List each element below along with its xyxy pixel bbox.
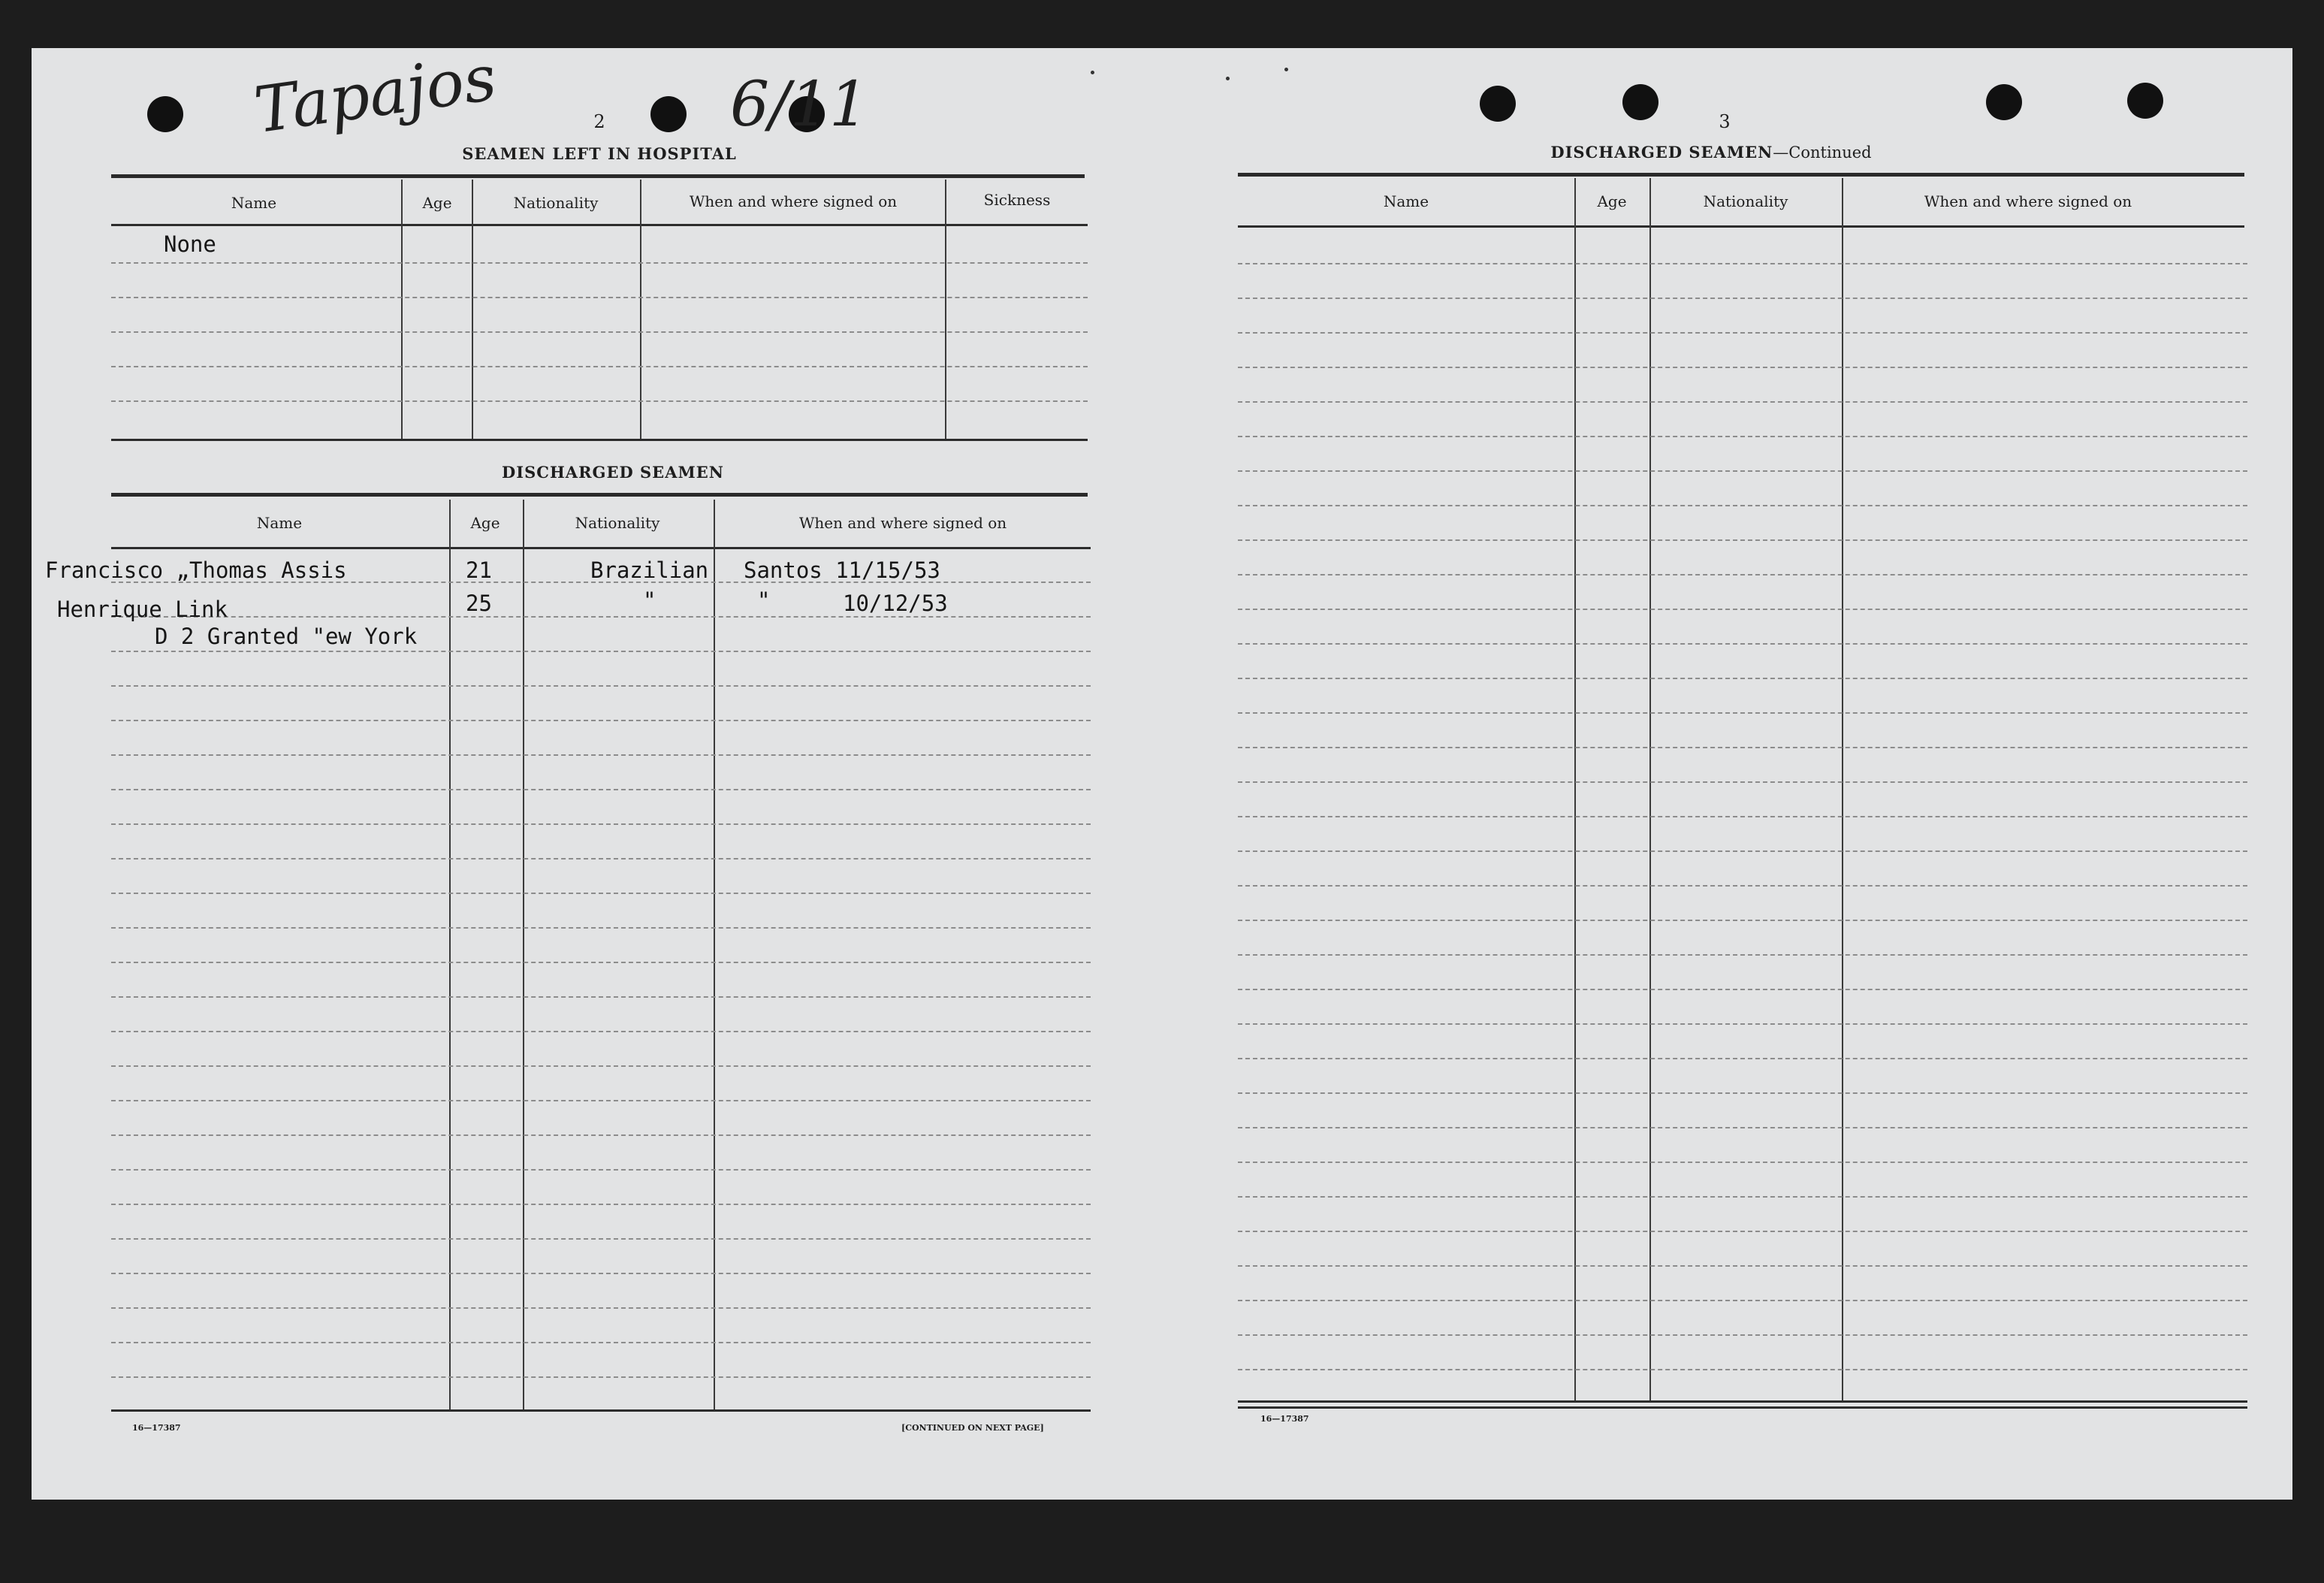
row-line — [111, 685, 1091, 687]
row-line — [1238, 436, 2247, 437]
vessel-name-handwritten: Tapajos — [249, 40, 501, 148]
row-line — [111, 1065, 1091, 1067]
column-header-age: Age — [470, 514, 500, 532]
punch-hole — [1480, 86, 1516, 122]
seaman-nationality-ditto: " — [643, 588, 656, 613]
seaman-age: 21 — [466, 557, 492, 583]
row-line — [1238, 1369, 2247, 1370]
hospital-entry-name: None — [164, 231, 216, 257]
column-header-name: Name — [1383, 192, 1429, 210]
row-line — [111, 996, 1091, 998]
date-handwritten: 6/11 — [730, 69, 869, 140]
row-line — [1238, 1265, 2247, 1267]
row-line — [1238, 747, 2247, 748]
row-line — [111, 962, 1091, 963]
header-bottom-rule — [111, 547, 1091, 549]
seaman-signed-on: Santos 11/15/53 — [744, 557, 940, 583]
row-line — [1238, 505, 2247, 506]
seaman-name: Francisco „Thomas Assis — [45, 557, 347, 583]
row-line — [1238, 954, 2247, 956]
punch-hole — [2127, 83, 2163, 119]
row-line — [111, 651, 1091, 652]
row-line — [1238, 850, 2247, 852]
seaman-signed-on-ditto: " — [757, 588, 771, 613]
row-line — [111, 1273, 1091, 1274]
form-number: 16—17387 — [1260, 1414, 1309, 1424]
row-line — [1238, 470, 2247, 472]
table-top-rule — [111, 493, 1088, 497]
row-line — [1238, 609, 2247, 610]
row-line — [111, 616, 1091, 618]
row-line — [111, 366, 1088, 367]
seaman-name: Henrique Link — [57, 597, 228, 622]
row-line — [1238, 1196, 2247, 1198]
punch-hole — [650, 96, 687, 132]
column-header-name: Name — [256, 514, 303, 532]
row-line — [1238, 1300, 2247, 1301]
row-line — [1238, 263, 2247, 264]
row-line — [111, 1238, 1091, 1240]
column-header-signed-on: When and where signed on — [689, 192, 898, 210]
speck — [1091, 71, 1094, 74]
row-line — [111, 1100, 1091, 1101]
row-line — [111, 927, 1091, 929]
row-line — [1238, 885, 2247, 887]
row-line — [1238, 1127, 2247, 1128]
form-number: 16—17387 — [132, 1423, 181, 1433]
row-line — [111, 858, 1091, 859]
column-header-name: Name — [231, 194, 277, 212]
column-divider — [1649, 178, 1651, 1400]
header-bottom-rule — [1238, 225, 2244, 228]
row-line — [111, 720, 1091, 721]
row-line — [111, 262, 1088, 264]
table-bottom-rule — [111, 1409, 1091, 1412]
row-line — [1238, 574, 2247, 575]
row-line — [1238, 1162, 2247, 1163]
row-line — [111, 1376, 1091, 1378]
table-top-rule — [1238, 173, 2244, 177]
table-top-rule — [111, 174, 1085, 178]
row-line — [1238, 298, 2247, 299]
seaman-nationality: Brazilian — [590, 557, 709, 583]
column-header-nationality: Nationality — [1703, 192, 1788, 210]
continued-note: [CONTINUED ON NEXT PAGE] — [901, 1423, 1044, 1433]
seaman-signed-on-date: 10/12/53 — [843, 591, 948, 616]
title-main: DISCHARGED SEAMEN — [1550, 143, 1773, 162]
table-bottom-rule — [111, 439, 1088, 441]
section-title-hospital: SEAMEN LEFT IN HOSPITAL — [462, 144, 737, 163]
row-line — [111, 297, 1088, 298]
row-line — [1238, 989, 2247, 990]
column-header-age: Age — [1597, 192, 1627, 210]
row-line — [111, 893, 1091, 894]
discharge-note: D 2 Granted "ew York — [155, 624, 418, 649]
row-line — [1238, 781, 2247, 783]
column-header-signed-on: When and where signed on — [798, 514, 1007, 532]
column-header-nationality: Nationality — [513, 194, 599, 212]
manifest-sheet — [32, 40, 2292, 1500]
speck — [1284, 68, 1288, 71]
column-header-signed-on: When and where signed on — [1924, 192, 2132, 210]
header-bottom-rule — [111, 224, 1088, 226]
column-divider — [1574, 178, 1576, 1400]
row-line — [1238, 920, 2247, 921]
table-bottom-rule — [1238, 1406, 2247, 1409]
row-line — [1238, 816, 2247, 817]
row-line — [1238, 332, 2247, 334]
row-line — [1238, 678, 2247, 679]
section-title-discharged-continued — [1550, 143, 1871, 162]
title-suffix: —Continued — [1773, 143, 1872, 162]
row-line — [111, 754, 1091, 756]
speck — [1226, 77, 1230, 80]
row-line — [1238, 401, 2247, 403]
row-line — [111, 823, 1091, 825]
column-header-age: Age — [422, 194, 452, 212]
row-line — [111, 331, 1088, 333]
row-line — [111, 400, 1088, 402]
row-line — [1238, 1334, 2247, 1336]
row-line — [1238, 1092, 2247, 1094]
column-header-sickness: Sickness — [983, 191, 1051, 209]
punch-hole — [147, 96, 183, 132]
row-line — [111, 789, 1091, 790]
row-line — [1238, 1058, 2247, 1059]
column-header-nationality: Nationality — [575, 514, 660, 532]
row-line — [111, 1031, 1091, 1032]
row-line — [111, 1204, 1091, 1205]
row-line — [1238, 539, 2247, 541]
page-number: 2 — [593, 111, 605, 132]
row-line — [111, 1169, 1091, 1171]
seaman-age: 25 — [466, 591, 492, 616]
row-line — [1238, 1023, 2247, 1025]
punch-hole — [1622, 84, 1658, 120]
row-line — [1238, 367, 2247, 368]
row-line — [111, 1342, 1091, 1343]
row-line — [111, 1307, 1091, 1309]
table-bottom-rule — [1238, 1400, 2247, 1403]
punch-hole — [1986, 84, 2022, 120]
page-number: 3 — [1719, 111, 1731, 132]
row-line — [1238, 712, 2247, 714]
section-title-discharged: DISCHARGED SEAMEN — [502, 463, 724, 482]
row-line — [111, 1134, 1091, 1136]
column-divider — [1842, 178, 1843, 1400]
row-line — [1238, 1231, 2247, 1232]
row-line — [1238, 643, 2247, 645]
